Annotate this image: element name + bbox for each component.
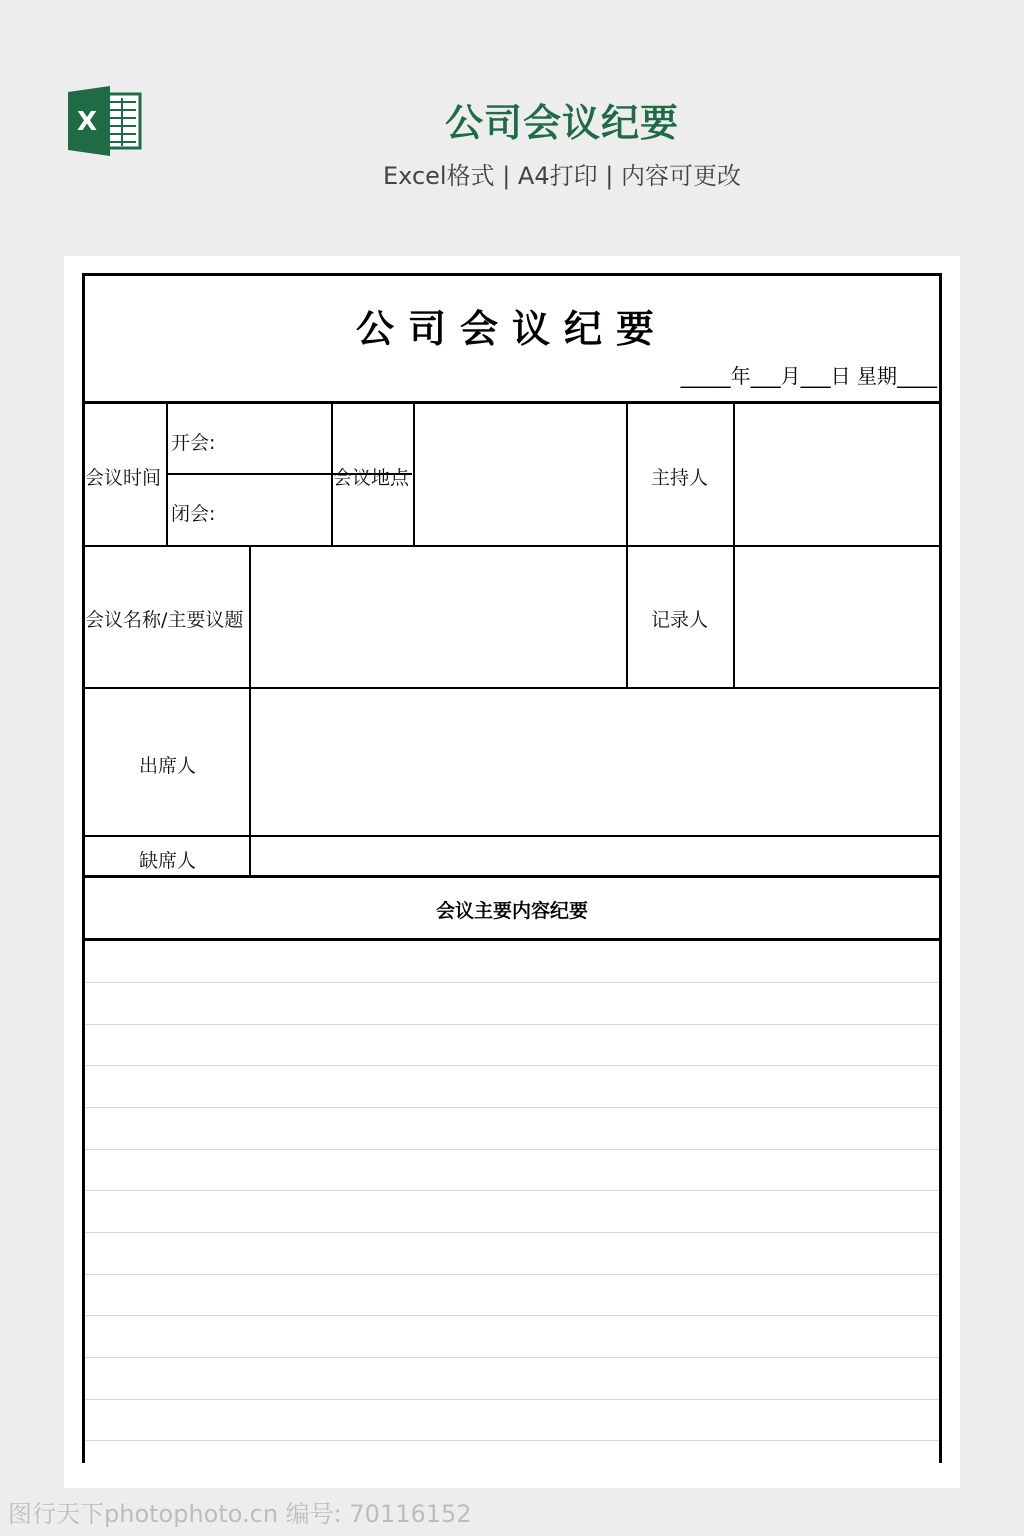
ruled-line (85, 1357, 939, 1358)
start-time-field[interactable] (251, 404, 411, 472)
label-host: 主持人 (651, 467, 709, 489)
label-end: 闭会: (171, 503, 216, 525)
form-title: 公司会议纪要 (355, 307, 668, 351)
absentees-field[interactable] (251, 837, 939, 875)
page-subtitle: Excel格式 | A4打印 | 内容可更改 (383, 162, 741, 190)
section-divider (85, 875, 939, 878)
ruled-line (85, 1399, 939, 1400)
ruled-line (85, 982, 939, 983)
section-title: 会议主要内容纪要 (435, 900, 588, 922)
ruled-line (85, 1065, 939, 1066)
location-field[interactable] (415, 404, 626, 546)
ruled-line (85, 1315, 939, 1316)
label-start: 开会: (171, 432, 216, 454)
ruled-line (85, 1024, 939, 1025)
date-line[interactable]: _____年___月___日 星期____ (680, 364, 937, 388)
label-meeting-time: 会议时间 (85, 467, 162, 489)
label-absentees: 缺席人 (139, 850, 197, 872)
meeting-minutes-form (82, 273, 942, 1463)
watermark-text: 图行天下photophoto.cn 编号: 70116152 (8, 1500, 472, 1528)
ruled-line (85, 1107, 939, 1108)
label-attendees: 出席人 (139, 755, 197, 777)
recorder-field[interactable] (735, 547, 939, 687)
host-field[interactable] (735, 404, 939, 546)
end-time-field[interactable] (251, 475, 411, 545)
label-meeting-name: 会议名称/主要议题 (85, 609, 244, 631)
divider (166, 404, 168, 546)
page-title: 公司会议纪要 (444, 101, 679, 145)
svg-text:X: X (76, 107, 98, 137)
minutes-content-area[interactable] (85, 941, 939, 1466)
meeting-name-field[interactable] (251, 547, 626, 687)
label-recorder: 记录人 (651, 609, 709, 631)
ruled-line (85, 1190, 939, 1191)
ruled-line (85, 1274, 939, 1275)
attendees-field[interactable] (251, 689, 939, 835)
ruled-line (85, 1440, 939, 1441)
ruled-line (85, 1149, 939, 1150)
label-location: 会议地点 (333, 467, 410, 489)
ruled-line (85, 1232, 939, 1233)
